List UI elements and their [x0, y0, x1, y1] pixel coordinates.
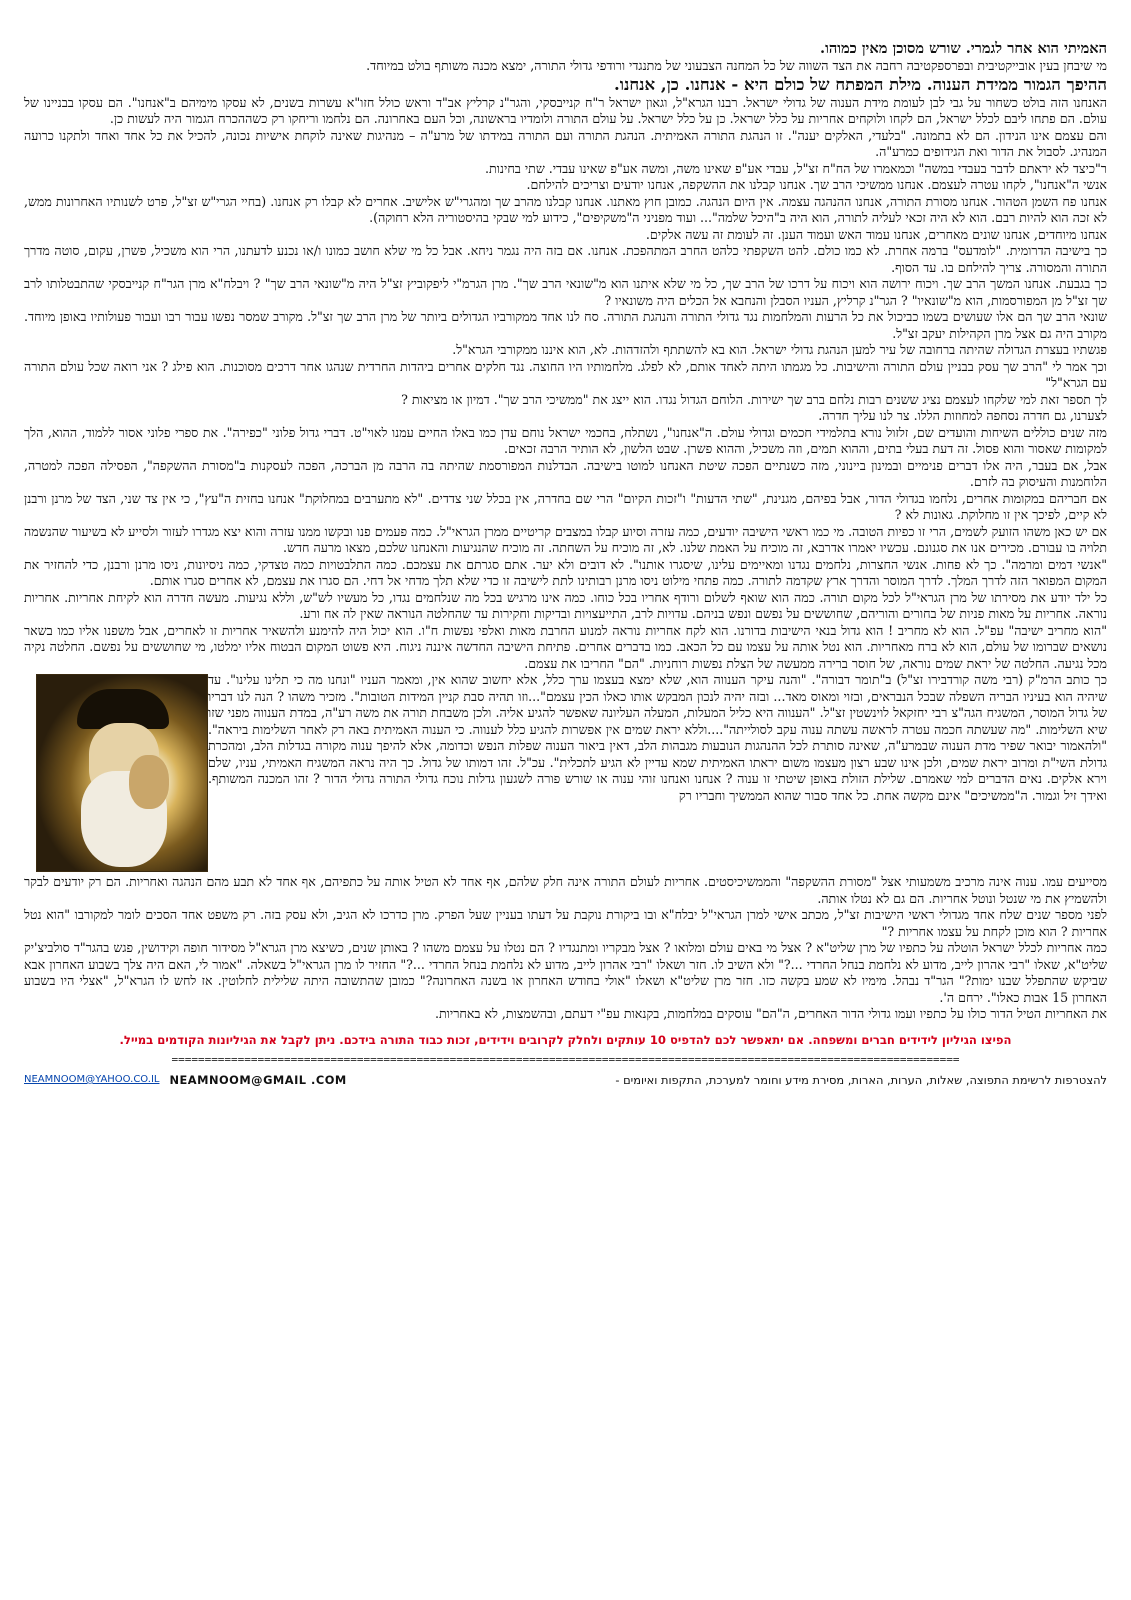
contact-line [24, 1073, 1107, 1087]
paragraph: כך בגבעת. אנחנו המשך הרב שך. ויכוח ירושה הוא ויכוח על דרכו של הרב שך, כל מי שלא איתנו הוא מ"שונאי הרב שך". מרן הגרמ"י ליפקוביץ זצ"ל היה מ"שונאי הרב שך" ? ויבלח"א מרן הגר"ח קנייבסקי שהתבטלותו לרב שך זצ"ל מן המפורסמות, הוא מ"שונאיו" ? הגר"נ קרליץ, העניו הסבלן והנחבא אל הכלים היה משונאיו ? [24, 276, 1107, 308]
photo-section [24, 672, 1107, 874]
paragraph: אנחנו מיוחדים, אנחנו שונים מאחרים, אנחנו עמוד האש ועמוד הענן. זה לעומת זה עשה אלקים. [645, 226, 1107, 242]
paragraph: אם יש כאן משהו הזועק לשמים, הרי זו כפיות הטובה. מי כמו ראשי הישיבה יודעים, כמה עזרה וסיוע קבלו במצבים קריטיים ממרן הגראי"ל. כמה פעמים פנו ובקשו ממנו עזרה והוא יצא מגדרו לעזור ולסייע לא בשיעור שהנשמה תלויה בו עבורם. מכירים אנו את סגנונם. עכשיו יאמרו אדרבא, זה מוכיח על האמת שלנו. לא, זה מוכיח על השחתה. זה מוכיח שהנגיעות והאנחנו שלכם, מצאו מרעה חדש. [24, 523, 1107, 555]
distribution-note: הפיצו הגיליון לידידים חברים ומשפחה. אם יתאפשר לכם להדפיס 10 עותקים ולחלק לקרובים וידידים, זכות כבוד התורה בידכם. ניתן לקבל את הגיליונות הקודמים במייל. [119, 1032, 1012, 1047]
divider-line: ======================================================================================================================= [171, 1052, 960, 1066]
contact-emails [24, 1073, 347, 1087]
paragraph: "הוא מחריב ישיבה" עפ"ל. הוא לא מחריב ! הוא גדול בנאי הישיבות בדורנו. הוא לקח אחריות נוראה למנוע החרבת מאות ואלפי נפשות ח"ו. הוא יכול היה להימנע ולהשאיר אחריות זו לאחרים, אבל משפנו אליו כמו בשאר נושאים שברומו של עולם, הוא לא ברח מאחריות. הוא נטל אותה על עצמו עם כל הכאב. כמו בדברים אחרים. פתיחת הישיבה החדשה איננה ניגוח. היא פשוט המקום הבטוח אליו ימלטו, מי שחוששים על נפשם. החלטה נקיה מכל נגיעה. החלטה של יראת שמים נוראה, של חוסר ברירה ממעשה של הצלת נפשות רוחניות. "הם" החריבו את עצמם. [24, 622, 1107, 671]
closing-body [24, 874, 1107, 1023]
paragraph: כמה אחריות לכלל ישראל הוטלה על כתפיו של מרן שליט"א ? אצל מי באים עולם ומלואו ? אצל מבקריו ומתנגדיו ? הם נטלו על עצמם משהו ? באותן שנים, כשיצא מרן הגרא"ל מסידור חופה וקידושין, פגש בהגר"ד סולביצ'יק שליט"א, שאלו "רבי אהרון לייב, מדוע לא נלחמת בנחל החרדי ...?" ולא השיב לו. חזר ושאלו "רבי אהרון לייב, מדוע לא נלחמת בנחל החרדי ...?" החזיר לו מרן הגראי"ל בשאלה. "אמור לי, האם היה צלך בשבוע האחרון אבא שביקש שהתפלל שבנו ימות?" הגר"ד נבהל. מימיו לא שמע בקשה כזו. חזר מרן שליט"א ושאלו "אולי בחודש האחרון או בשנה האחרונה?" כמובן שהתשובה היתה שלילית לחלוטין. אז לחש לו הגרא"ל, "אצלי היו בשבוע האחרון 15 אבות כאלו". ירחם ה'. [24, 940, 1107, 1005]
main-body [24, 95, 1107, 673]
paragraph: וכך אמר לי "הרב שך עסק בבניין עולם התורה והישיבות. כל מגמתו היתה לאחד אותם, לא לפלג. מלחמותיו היו החוצה. נגד חלקים אחרים ביהדות החרדית שנהגו אחר דרכים מסוכנות. הוא פילג ? אני רואה שכל עולם התורה עם הגרא"ל" [24, 358, 1107, 390]
paragraph: את האחריות הטיל הדור כולו על כתפיו ועמו גדולי הדור האחרים, ה"הם" עוסקים במלחמות, בקנאות עפ"י דעתם, ובהשמצות, לא באחריות. [435, 1006, 1107, 1021]
paragraph: לפני מספר שנים שלח אחד מגדולי ראשי הישיבות זצ"ל, מכתב אישי למרן הגראי"ל יבלח"א ובו ביקורת נוקבת על דעתו בעניין שעל הפרק. מרן כדרכו לא הגיב, ולא עסק בזה. רק משפט אחד הסכים לומר למקורבו "הוא נטל אחריות ? הוא מוכן לקחת על עצמו אחריות ?" [24, 907, 1107, 939]
headline: האמיתי הוא אחר לגמרי. שורש מסוכן מאין כמוהו. [820, 40, 1107, 57]
paragraph: כך בישיבה הדרומית. "לומדעס" ברמה אחרת. לא כמו כולם. להט השקפתי כלהט החרב המתהפכת. אנחנו. אם בזה היה נגמר ניחא. אבל כל מי שלא חושב כמונו ו/או נכנע לדעתנו, הרי הוא משכיל, פשרן, עקום, סוטה מדרך התורה והמסורה. צריך להילחם בו. עד הסוף. [24, 243, 1107, 275]
paragraph: ר"כיצד לא יראתם לדבר בעבדי במשה" וכמאמרו של הח"ח זצ"ל, עבדי אע"פ שאינו משה, ומשה אע"פ שאינו עבדי. שתי בחינות. [485, 160, 1107, 176]
intro-emphasis: ההיפך הגמור ממידת הענוה. מילת המפתח של כולם היא - אנחנו. כן, אנחנו. [614, 74, 1107, 94]
paragraph: אנשי ה"אנחנו", לקחו עטרה לעצמם. אנחנו ממשיכי הרב שך. אנחנו קבלנו את ההשקפה, אנחנו יודעים וצריכים להילחם. [526, 177, 1107, 192]
paragraph: מסייעים עמו. ענוה אינה מרכיב משמעותי אצל "מסורת ההשקפה" והממשיכיסטים. אחריות לעולם התורה אינה חלק שלהם, אף אחד לא הטיל אותה על כתפיהם, אף אחד לא תבע מהם הנהגה ואחריות. הם רק יודעים לבקר ולהשמיץ את מי שנטל ונוטל אחריות. הם גם לא נטלו אותה. [24, 874, 1107, 906]
email-gmail[interactable]: NEAMNOOM@GMAIL .COM [169, 1072, 347, 1087]
intro-emphasis-row [24, 75, 1107, 95]
paragraph: אם חבריהם במקומות אחרים, נלחמו בגדולי הדור, אבל בפיהם, מגנינת, "שתי הדעות" ו"זכות הקיום" הרי שם בחדרה, אין בכלל שני צדדים. "לא מתערבים במחלוקת" אנחנו בחזית ה"עץ", כי אין צד שני, הצד של מרנן ורבנן לא קיים, לפיכך אין זו מחלוקת. גאונות לא ? [24, 490, 1107, 522]
email-yahoo-link[interactable]: NEAMNOOM@YAHOO.CO.IL [24, 1074, 160, 1085]
paragraph: אנחנו פח השמן הטהור. אנחנו מסורת התורה, אנחנו ההנהגה עצמה. אין היום הנהגה. כמובן חוץ מאתנו. אנחנו קבלנו מהרב שך ומהגרי"ש אלישיב. אחרים לא קבלו רק אנחנו. (בחיי הגרי"ש זצ"ל, פרט לשנותיו האחרונות ממש, לא זכה הוא להיות רבם. הוא לא היה זכאי לעליה לתורה, הוא היה ב"היכל שלמה"... ועוד מפניני ה"משקיפים", כידוע למי שבקי בהיסטוריה הלא רחוקה). [24, 193, 1107, 225]
paragraph: לצערנו, גם חדרה נסחפה למחוזות הללו. צר לנו עליך חדרה. [818, 408, 1107, 423]
contact-text: להצטרפות לרשימת התפוצה, שאלות, הערות, הארות, מסירת מידע וחומר למערכת, התקפות ואיומים - [615, 1072, 1107, 1087]
photo-paragraph: כך כותב הרמ"ק (רבי משה קורדבירו זצ"ל) ב"תומר דבורה". "והנה עיקר הענווה הוא, שלא ימצא בעצמו ערך כלל, אלא יחשוב שהוא אין, ומאמר העניו "ונחנו מה כי תלינו עלינו". עד שיהיה הוא בעיניו הבריה השפלה שבכל הנבראים, ובזוי ומאוס מאד... ובזה יהיה לנכון המבקש אותו כאלו הכין עצמם"...וזו תהיה סבת קניין המידות הטובות". מזכיר משהו ? הנה לנו דבריו של גדול המוסר, המשגיח הגה"צ רבי יחזקאל לוינשטין זצ"ל. "הענווה היא כליל המעלות, המעלה העליונה שאפשר להגיע אליה. ולכן משבחת תורה את משה רע"ה, במדת הענווה מפני שזו שיא השלימות. "מה שעשתה חכמה עטרה לראשה עשתה ענוה עקב לסולייתה"....וללא יראת שמים אין אפשרות להגיע כלל לענווה. כי הענוה האמיתית באה רק לאחר השלימות ביראה". "ולהאמור יבואר שפיר מדת הענוה שבמרע"ה, שאינה סותרת לכל ההנהגות הנובעות מגבהות הלב, דאין ביאור הענוה שפלות הנפש וכדומה, אלא להיפך ענוה מקורה בגדלות הלב, ומהכרת גדולת השי"ת ומרוב יראת שמים, ולכן אינו שבע רצון מעצמו משום יראתו האמיתית שמא עדיין לא הגיע לתכלית". עכ"ל. זהו דמותו של גדול. כך היה נראה המשגיח האמיתי, עניו, שלם וירא אלקים. נאים הדברים למי שאמרם. שלילת הזולת באופן שיטתי זו ענוה ? אנחנו ואנחנו זוהי ענוה או שורש פורה לשגעון גדלות נוכח גדולי התורה גדולי הדור ? זהו המכנה המשותף. ואידך זיל וגמור. ה"ממשיכים" אינם מקשה אחת. כל אחד סבור שהוא הממשיך וחבריו רק [208, 672, 1107, 803]
paragraph: אבל, אם בעבר, היה אלו דברים פנימיים ובמינון ביינוני, מזה כשנתיים הפכה שיטת האנחנו למוטו בישיבה. הבדלנות המפורסמת שהיתה בה הרבה מן הברכה, הפכה לעסקנות ב"מסורת ההשקפה", הפסילה הפכה למטרה, הלוחמנות והעיסוק בה לזרם. [24, 457, 1107, 489]
paragraph: כל ילד יודע את מסירתו של מרן הגראי"ל לכל מקום תורה. כמה הוא שואף לשלום ורודף אחריו בכל כוחו. כמה אינו מרגיש בכל מה שנלחמים נגדו, כל מעשיו לש"ש, וללא נגיעות. מעשה חדרה הוא לקיחת אחריות. אחריות נוראה. אחריות על מאות פניות של בחורים והוריהם, שחוששים על נפשם ונפש בניהם. עדויות לרב, התייעצויות ובדיקות וחקירות עד שהחלטה הנוראה שאין לה אח ורע. [24, 589, 1107, 621]
portrait-hand [129, 755, 169, 809]
paragraph: והם עצמם אינו הנידון. הם לא בתמונה. "בלעדי, האלקים יענה". זו הנהגת התורה האמיתית. הנהגת התורה ועם התורה במידתו של מרע"ה – מנהיגות שאינה לוקחת אישיות נכונה, להכיל את כל אחד ואחד ולתקנו כרועה המנהיג. לסבול את הדור ואת הגידופים כמרע"ה. [24, 127, 1107, 159]
paragraph: האנחנו הזה בולט כשחור על גבי לבן לעומת מידת הענוה של גדולי ישראל. רבנו הגרא"ל, וגאון ישראל ר"ח קנייבסקי, והגר"נ קרליץ אב"ד וראש כולל חזו"א עשרות בשנים, לא עסקו מימיהם ב"אנחנו". הם עסקו בבניינו של עולם. הם פתחו ליבם לכלל ישראל, הם לקחו ולוקחים אחריות על כלל ישראל. כן על כלל ישראל. על עולם התורה ולומדיו בראשונה, וכל העם באחרונה. הם נלחמו וריחקו רק כשההכרח הגמור היה לעשות כן. [24, 94, 1107, 126]
paragraph: פגשתיו בעצרת הגדולה שהיתה ברחובה של עיר למען הנהגת גדולי ישראל. הוא בא להשתתף ולהזדהות. לא, הוא איננו ממקורבי הגרא"ל. [452, 342, 1107, 357]
intro: מי שיבחן בעין אובייקטיבית ובפרספקטיבה רחבה את הצד השווה של כל המחנה הצבעוני של מתנגדי ורודפי גדולי התורה, ימצא מכנה משותף בולט במיוחד. [366, 58, 1107, 73]
paragraph: "אנשי דמים ומרמה". כך לא פחות. אנשי החצרות, נלחמים נגדנו ומאיימים עלינו, שיסגרו אותנו". לא דובים ולא יער. אתם סגרתם את עצמכם. כמה התלבטויות כמה טצדקי, כמה ניסיונות, ניסו מרנן ורבנן, כדי להחזיר את המקום המפואר הזה לדרך המלך. לדרך המוסר והדרך ארץ שקדמה לתורה. כמה פתחי מילוט ניסו מרנן רבותינו לתת לישיבה זו כדי שלא תלך מדחי אל דחי. הם סגרו את עצמם, לא אחרים סגרו אותם. [24, 556, 1107, 588]
rabbi-portrait-photo [36, 674, 208, 872]
paragraph: לך תספר זאת למי שלקחו לעצמם נציג ששנים רבות נלחם ברב שך ישירות. הלוחם הגדול נגדו. הוא ייצג את "ממשיכי הרב שך". דמיון או מציאות ? [401, 391, 1107, 407]
paragraph: מזה שנים כוללים השיחות והועדים שם, זלזול נורא בתלמידי חכמים וגדולי עולם. ה"אנחנו", נשתלח, בחכמי ישראל נוחם עדן כמו באלו החיים עמנו לאוי"ט. דברי גדול פלוני "כפירה". את ספרי פלוני אסור ללמוד, ההוא, הלך למקומות שאסור והוא פסול. זה דעת בעלי בתים, וההוא תמים, וזה משכיל, וההוא פשרן. שבט הלשון, לא הותיר הרבה זכאים. [24, 424, 1107, 456]
paragraph: שונאי הרב שך הם אלו שעושים בשמו כביכול את כל הרעות והמלחמות נגד גדולי התורה והנהגת התורה. סח לנו אחד ממקורביו הגדולים ביותר של מרן הרב שך זצ"ל. מקורב שמסר נפשו עבור רבו ועבור פעולותיו באופן מיוחד. מקורב היה גם אצל מרן הקהילות יעקב זצ"ל. [24, 309, 1107, 341]
